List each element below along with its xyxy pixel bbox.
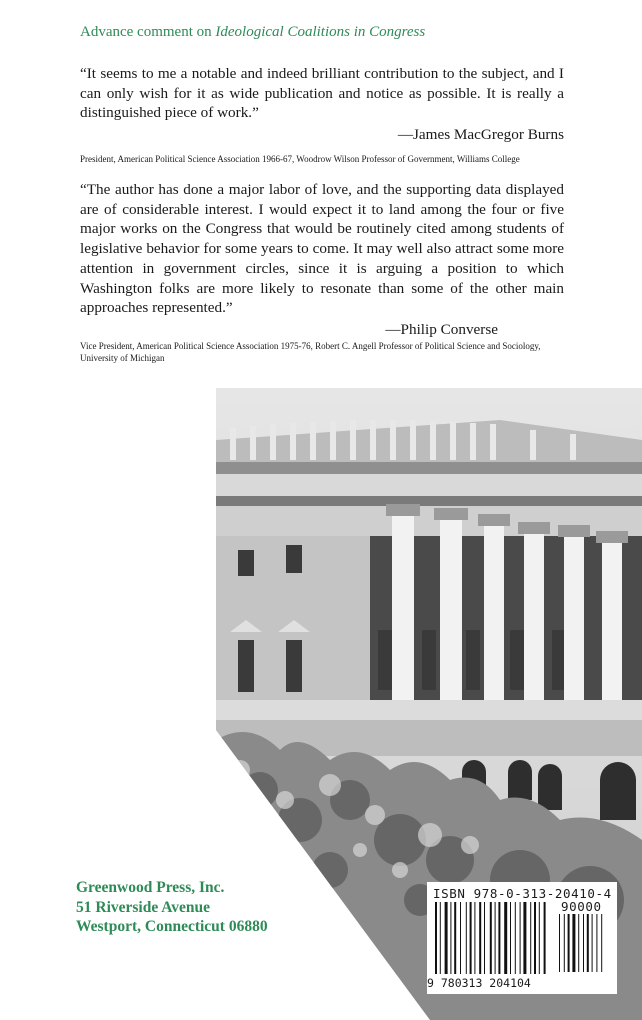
publisher-street: 51 Riverside Avenue (76, 898, 211, 916)
book-title: Ideological Coalitions in Congress (215, 24, 426, 40)
quote-credentials: President, American Political Science Association 1966-67, Woodrow Wilson Professor of Government, Williams College (80, 154, 520, 164)
publisher-address (76, 878, 268, 937)
quote-author: —James MacGregor Burns (397, 126, 564, 144)
quote-text: “It seems to me a notable and indeed brilliant contribution to the subject, and I can only wish for it as wide publication and notice as possible. It is really a distinguished piece of work.” (80, 65, 564, 122)
quote-credentials: Vice President, American Political Science Association 1975-76, Robert C. Angell Professor of Political Science and Sociology, University of Michigan (80, 341, 541, 363)
barcode-box (427, 882, 617, 994)
publisher-name: Greenwood Press, Inc. (76, 879, 225, 896)
quote-text: “The author has done a major labor of love, and the supporting data displayed are of considerable interest. I would expect it to land among the four or five major works on the Congress that would be routinely cited among students of legislative behavior for some years to come. It may well also attract some more attention in government circles, since it is arguing a position to which Washington folks are more likely to resonate than some of the other main approaches represented.” (80, 181, 564, 317)
publisher-city: Westport, Connecticut 06880 (76, 918, 268, 935)
price-code: 90000 (561, 899, 602, 914)
ean-number: 9 780313 204104 (427, 976, 531, 990)
heading-prefix: Advance comment on (80, 24, 216, 40)
isbn-number: ISBN 978-0-313-20410-4 (433, 886, 612, 901)
quote-author: —Philip Converse (385, 320, 498, 338)
